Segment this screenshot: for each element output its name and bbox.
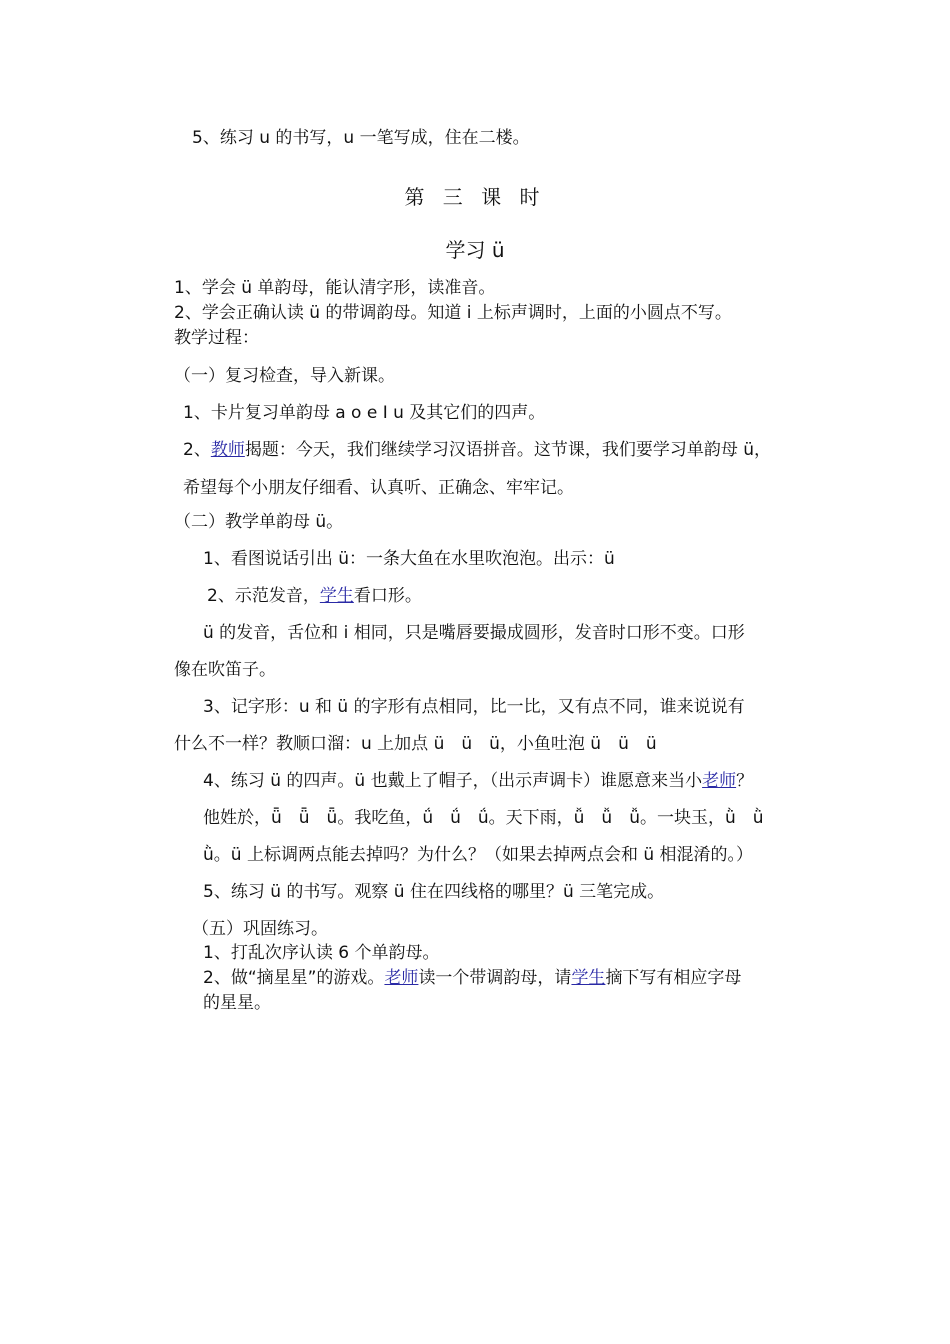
lesson-heading: 第 三 课 时 [404,185,546,209]
link-teacher[interactable]: 教师 [210,440,245,460]
section-2-item-3: 3、记字形：u 和 ü 的字形有点相同，比一比，又有点不同，谁来说说有 [203,697,745,717]
item-4-text: 4、练习 ü 的四声。ü 也戴上了帽子，（出示声调卡）谁愿意来当小 [203,771,703,791]
section-2-item-4-question: ǜ。ü 上标调两点能去掉吗？为什么？（如果去掉两点会和 ü 相混淆的。） [203,845,754,865]
section-2-item-4 [203,770,753,792]
section-2-item-2 [207,585,422,607]
section-1-item-2-continued: 希望每个小朋友仔细看、认真听、正确念、牢牢记。 [183,478,574,498]
section-1-title: （一）复习检查，导入新课。 [174,366,395,386]
section-5-item-2-continued: 的星星。 [203,993,271,1013]
item-2-mid: 读一个带调韵母，请 [418,968,572,988]
item-2-text: 看口形。 [353,586,422,606]
section-2-item-5: 5、练习 ü 的书写。观察 ü 住在四线格的哪里？ü 三笔完成。 [203,882,665,902]
goal-1: 1、学会 ü 单韵母，能认清字形，读准音。 [174,278,496,298]
section-1-item-1: 1、卡片复习单韵母 a o e I u 及其它们的四声。 [183,403,546,423]
goal-2: 2、学会正确认读 ü 的带调韵母。知道 i 上标声调时，上面的小圆点不写。 [174,303,732,323]
section-1-item-2 [183,439,771,461]
item-2-text: 揭题：今天，我们继续学习汉语拼音。这节课，我们要学习单韵母 ü， [244,440,772,460]
section-5-item-2 [203,967,741,989]
item-4-punct: ？ [736,771,754,791]
pronunciation-description-continued: 像在吹笛子。 [174,660,276,680]
section-2-item-4-tones: 他姓於，ǖ ǖ ǖ。我吃鱼，ǘ ǘ ǘ。天下雨，ǚ ǚ ǚ。一块玉，ǜ ǜ [203,808,764,828]
link-student[interactable]: 学生 [571,968,606,988]
link-teacher[interactable]: 老师 [702,771,737,791]
section-2-title: （二）教学单韵母 ü。 [174,512,344,532]
section-2-item-1: 1、看图说话引出 ü：一条大鱼在水里吹泡泡。出示：ü [203,549,615,569]
section-5-item-1: 1、打乱次序认读 6 个单韵母。 [203,943,440,963]
lesson-subheading: 学习 ü [445,238,505,262]
item-2-prefix: 2、做“摘星星”的游戏。 [203,968,385,988]
link-student[interactable]: 学生 [319,586,354,606]
process-label: 教学过程： [174,328,259,348]
item-2-prefix: 2、 [183,440,211,460]
pronunciation-description: ü 的发音，舌位和 i 相同，只是嘴唇要撮成圆形，发音时口形不变。口形 [203,623,745,643]
item-2-prefix: 2、示范发音， [207,586,320,606]
link-teacher[interactable]: 老师 [384,968,419,988]
practice-u-writing: 5、练习 u 的书写，u 一笔写成，住在二楼。 [192,128,530,148]
item-2-text: 摘下写有相应字母 [605,968,742,988]
section-2-item-3-continued: 什么不一样？教顺口溜：u 上加点 ü ü ü，小鱼吐泡 ü ü ü [174,734,657,754]
section-5-title: （五）巩固练习。 [192,919,328,939]
